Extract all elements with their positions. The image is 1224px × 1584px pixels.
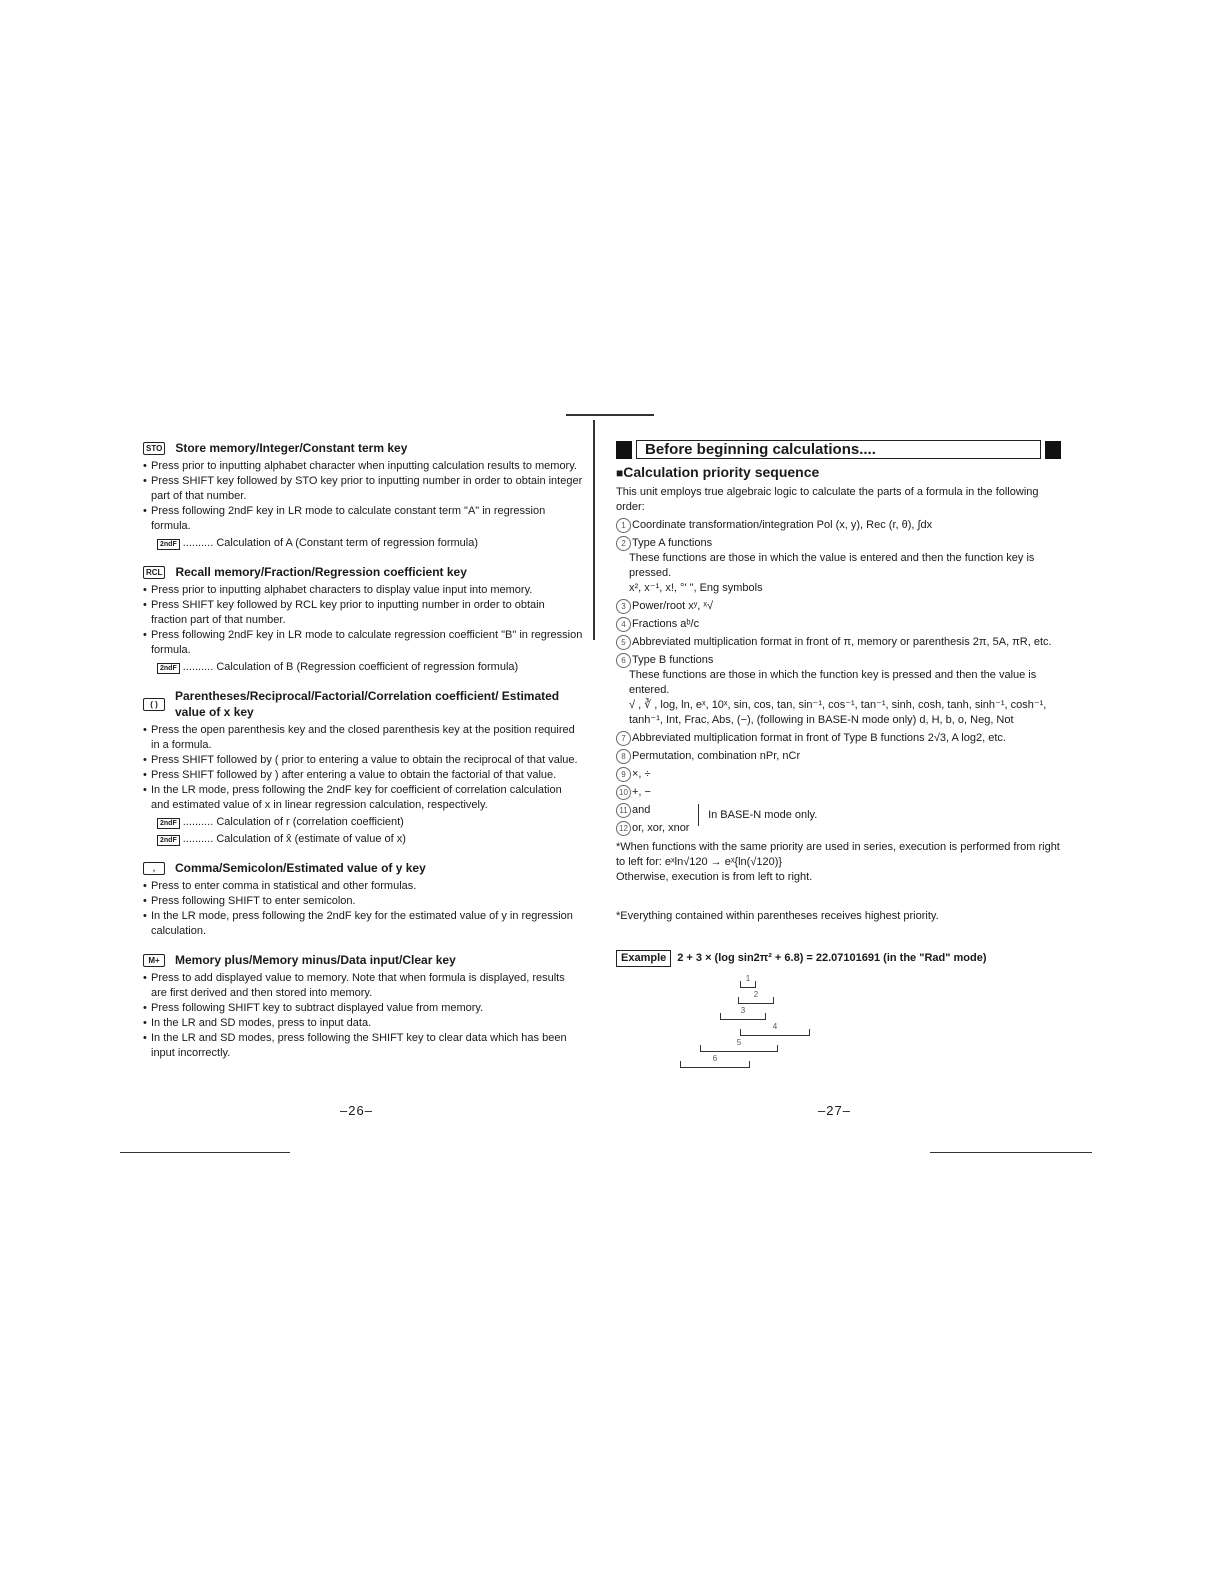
- calc-line: [143, 536, 583, 551]
- page-gutter-rule: [593, 420, 595, 640]
- note-parentheses: *Everything contained within parentheses receives highest priority.: [616, 910, 939, 922]
- bullet-item: • Press SHIFT followed by ) after entering a value to obtain the factorial of that value.: [143, 768, 583, 783]
- priority-description: These functions are those in which the value is entered and then the function key is pressed.: [629, 552, 1035, 579]
- note-series-text-2: Otherwise, execution is from left to right.: [616, 871, 813, 883]
- priority-text: Type A functions: [632, 537, 713, 549]
- keycap-icon: M+: [143, 954, 165, 967]
- key-list: [143, 440, 583, 1061]
- bullet-item: • Press following 2ndF key in LR mode to calculate regression coefficient "B" in regression formula.: [143, 628, 583, 658]
- evaluation-bracket: [740, 1022, 810, 1036]
- calc-line: [143, 660, 583, 675]
- bullet-item: • Press following 2ndF key in LR mode to calculate constant term "A" in regression formula.: [143, 504, 583, 534]
- evaluation-step-label: 3: [740, 1006, 746, 1015]
- second-function-key-icon: 2ndF: [157, 835, 180, 846]
- right-page: [616, 440, 1061, 1073]
- priority-item: [616, 767, 1061, 782]
- bullet-item: • Press the open parenthesis key and the closed parenthesis key at the position required in a formula.: [143, 723, 583, 753]
- priority-examples: x², x⁻¹, x!, °' ", Eng symbols: [629, 582, 763, 594]
- priority-item: [616, 731, 1061, 746]
- key-title: Memory plus/Memory minus/Data input/Clear key: [175, 953, 456, 967]
- priority-number: 9: [616, 767, 631, 782]
- priority-description: These functions are those in which the function key is pressed and then the value is entered.: [629, 669, 1037, 696]
- keycap-icon: ( ): [143, 698, 165, 711]
- evaluation-step-label: 4: [772, 1022, 778, 1031]
- priority-number: 11: [616, 803, 631, 818]
- bullet-item: • Press SHIFT key followed by STO key prior to inputting number in order to obtain integer part of that number.: [143, 474, 583, 504]
- calc-line-text: .......... Calculation of B (Regression coefficient of regression formula): [182, 661, 519, 673]
- example-row: [616, 950, 1061, 967]
- bottom-rule-left: [120, 1152, 290, 1153]
- banner-square: [1045, 441, 1061, 459]
- evaluation-step-label: 2: [753, 990, 759, 999]
- key-title: Recall memory/Fraction/Regression coefficient key: [175, 565, 467, 579]
- bullet-item: • Press prior to inputting alphabet characters to display value input into memory.: [143, 583, 583, 598]
- bullet-item: • In the LR and SD modes, press to input data.: [143, 1016, 583, 1031]
- keycap-icon: RCL: [143, 566, 165, 579]
- page-corner-rule: [566, 414, 654, 416]
- priority-item: [616, 518, 1061, 533]
- key-section-header: [143, 860, 583, 876]
- priority-text: Type B functions: [632, 654, 714, 666]
- bullet-item: • Press prior to inputting alphabet character when inputting calculation results to memory.: [143, 459, 583, 474]
- priority-item: [616, 653, 1061, 728]
- priority-number: 7: [616, 731, 631, 746]
- evaluation-brackets: [616, 973, 1061, 1073]
- priority-number: 2: [616, 536, 631, 551]
- key-section: [143, 952, 583, 1061]
- evaluation-bracket: [720, 1006, 766, 1020]
- calc-line: [143, 832, 583, 847]
- bullet-item: • In the LR mode, press following the 2ndF key for the estimated value of y in regression calculation.: [143, 909, 583, 939]
- page-number-right: –27–: [818, 1103, 851, 1118]
- priority-text: or, xor, xnor: [632, 822, 690, 834]
- key-title: Parentheses/Reciprocal/Factorial/Correlation coefficient/ Estimated value of x key: [175, 689, 560, 719]
- key-section-header: [143, 440, 583, 456]
- bullet-item: • Press following SHIFT to enter semicolon.: [143, 894, 583, 909]
- left-page: [143, 440, 583, 1074]
- priority-item: [616, 749, 1061, 764]
- evaluation-step-label: 5: [736, 1038, 742, 1047]
- key-section: [143, 688, 583, 847]
- bullet-item: • Press SHIFT key followed by RCL key prior to inputting number in order to obtain fraction part of that number.: [143, 598, 583, 628]
- second-function-key-icon: 2ndF: [157, 539, 180, 550]
- bullet-item: • Press to add displayed value to memory. Note that when formula is displayed, results are first derived and then stored into memory.: [143, 971, 583, 1001]
- keycap-icon: ,: [143, 862, 165, 875]
- basen-bracket: [698, 804, 1061, 826]
- page-number-left: –26–: [340, 1103, 373, 1118]
- note-series-text: *When functions with the same priority are used in series, execution is performed from right to left for: eˣln√120 → eˣ{ln(√120)}: [616, 841, 1060, 868]
- priority-text: Power/root xʸ, ˣ√: [632, 600, 714, 612]
- section-heading: ■ Calculation priority sequence: [616, 465, 1061, 481]
- bullet-item: • In the LR and SD modes, press following the SHIFT key to clear data which has been input incorrectly.: [143, 1031, 583, 1061]
- key-section: [143, 440, 583, 551]
- banner-square: [616, 441, 632, 459]
- priority-number: 4: [616, 617, 631, 632]
- bullet-item: • Press SHIFT followed by ( prior to entering a value to obtain the reciprocal of that value.: [143, 753, 583, 768]
- bullet-item: • In the LR mode, press following the 2ndF key for coefficient of correlation calculation and estimated value of x in linear regression calculation, respectively.: [143, 783, 583, 813]
- example-formula: 2 + 3 × (log sin2π² + 6.8) = 22.07101691 (in the "Rad" mode): [677, 952, 987, 964]
- evaluation-bracket: [700, 1038, 778, 1052]
- banner-title: Before beginning calculations....: [636, 440, 1041, 459]
- priority-number: 12: [616, 821, 631, 836]
- calc-line-text: .......... Calculation of A (Constant term of regression formula): [182, 537, 479, 549]
- priority-item: [616, 536, 1061, 596]
- keycap-icon: STO: [143, 442, 165, 455]
- priority-text: and: [632, 804, 651, 816]
- intro-text: This unit employs true algebraic logic to calculate the parts of a formula in the following order:: [616, 486, 1039, 513]
- priority-text: Abbreviated multiplication format in front of π, memory or parenthesis 2π, 5A, πR, etc.: [632, 636, 1052, 648]
- key-title: Comma/Semicolon/Estimated value of y key: [175, 861, 426, 875]
- calc-line: [143, 815, 583, 830]
- priority-text: Coordinate transformation/integration Pol (x, y), Rec (r, θ), ∫dx: [632, 519, 933, 531]
- note-series: [616, 840, 1061, 885]
- priority-item: [616, 617, 1061, 632]
- evaluation-bracket: [680, 1054, 750, 1068]
- section-banner: [616, 440, 1061, 459]
- priority-text: Permutation, combination nPr, nCr: [632, 750, 801, 762]
- basen-note: In BASE-N mode only.: [708, 808, 818, 821]
- key-section: [143, 860, 583, 939]
- key-title: Store memory/Integer/Constant term key: [175, 441, 408, 455]
- key-section: [143, 564, 583, 675]
- bullet-item: • Press to enter comma in statistical and other formulas.: [143, 879, 583, 894]
- bottom-rule-right: [930, 1152, 1092, 1153]
- calc-line-text: .......... Calculation of r (correlation coefficient): [182, 816, 404, 828]
- priority-item: [616, 785, 1061, 800]
- second-function-key-icon: 2ndF: [157, 663, 180, 674]
- priority-number: 3: [616, 599, 631, 614]
- priority-list: [616, 518, 1061, 836]
- priority-examples: √ , ∛ , log, ln, eˣ, 10ˣ, sin, cos, tan, sin⁻¹, cos⁻¹, tan⁻¹, sinh, cosh, tanh, sinh⁻¹, cosh⁻¹, tanh⁻¹, Int, Frac, Abs, (−), (following in BASE-N mode only) d, H, b, o, Neg, Not: [629, 699, 1047, 726]
- priority-text: +, −: [632, 786, 651, 798]
- priority-text: Fractions aᵇ/c: [632, 618, 700, 630]
- key-section-header: [143, 564, 583, 580]
- priority-number: 10: [616, 785, 631, 800]
- priority-number: 8: [616, 749, 631, 764]
- calc-line-text: .......... Calculation of x̂ (estimate of value of x): [182, 833, 406, 845]
- priority-number: 1: [616, 518, 631, 533]
- example-label: Example: [616, 950, 671, 967]
- evaluation-step-label: 6: [712, 1054, 718, 1063]
- priority-item: [616, 635, 1061, 650]
- bullet-item: • Press following SHIFT key to subtract displayed value from memory.: [143, 1001, 583, 1016]
- key-section-header: [143, 952, 583, 968]
- evaluation-step-label: 1: [745, 974, 751, 983]
- priority-number: 5: [616, 635, 631, 650]
- priority-number: 6: [616, 653, 631, 668]
- priority-text: ×, ÷: [632, 768, 651, 780]
- second-function-key-icon: 2ndF: [157, 818, 180, 829]
- priority-item: [616, 599, 1061, 614]
- priority-text: Abbreviated multiplication format in front of Type B functions 2√3, A log2, etc.: [632, 732, 1006, 744]
- key-section-header: [143, 688, 583, 720]
